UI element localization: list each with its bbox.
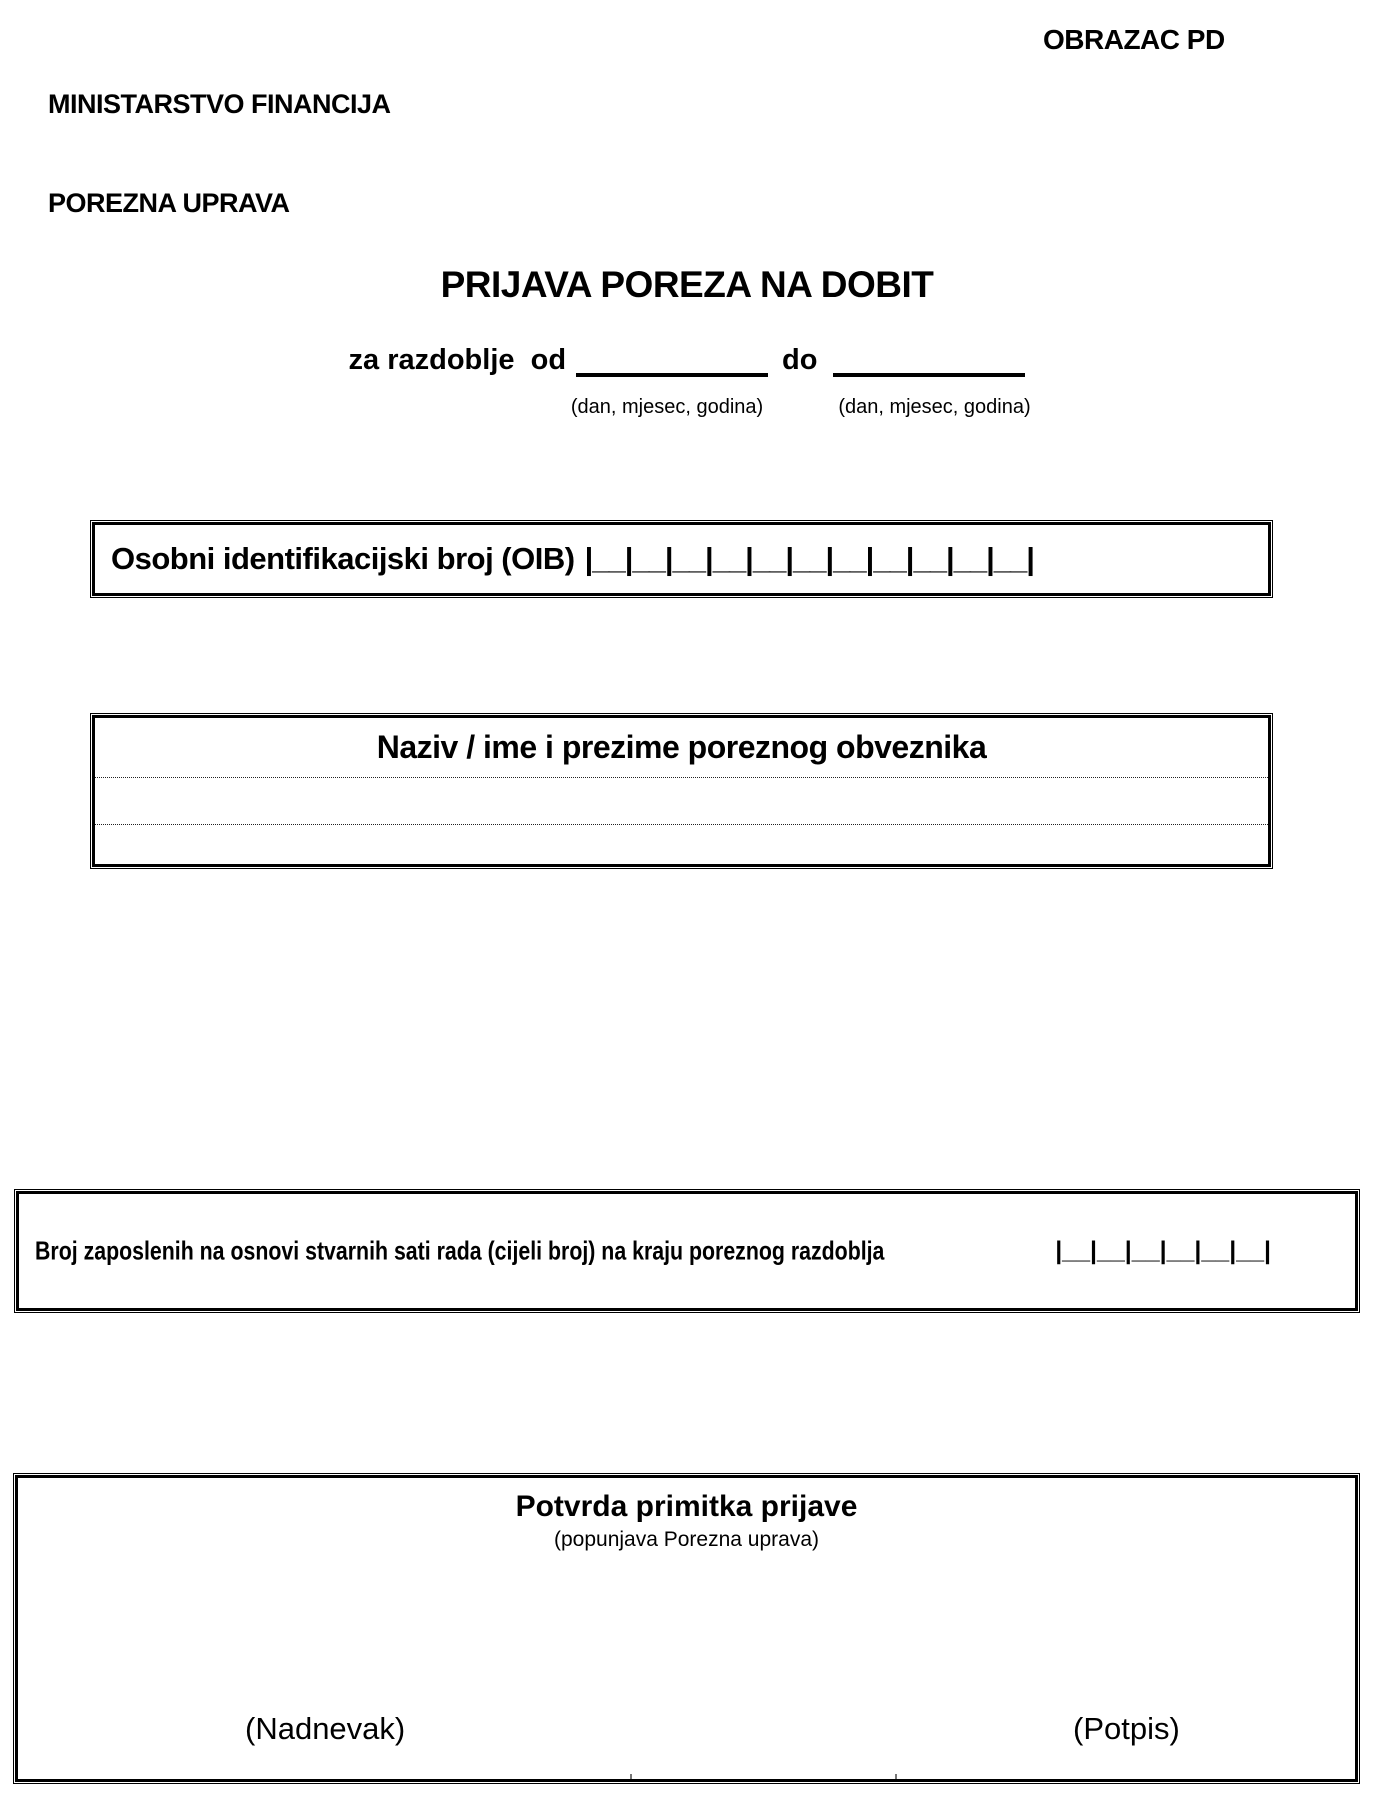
form-code: OBRAZAC PD xyxy=(1043,24,1225,55)
ministry-name: MINISTARSTVO FINANCIJA xyxy=(48,89,391,119)
receipt-title: Potvrda primitka prijave xyxy=(515,1490,858,1523)
tax-administration-name: POREZNA UPRAVA xyxy=(48,188,290,218)
period-from-blank[interactable] xyxy=(576,345,768,377)
period-to-blank[interactable] xyxy=(833,345,1025,377)
issuing-authority xyxy=(48,22,391,286)
oib-label: Osobni identifikacijski broj (OIB) xyxy=(111,541,575,576)
form-title: PRIJAVA POREZA NA DOBIT xyxy=(440,264,934,305)
oib-digit-cells[interactable]: |__|__|__|__|__|__|__|__|__|__|__| xyxy=(584,541,1034,576)
taxpayer-name-heading: Naziv / ime i prezime poreznog obveznika xyxy=(95,718,1268,778)
employees-box xyxy=(14,1189,1360,1313)
taxpayer-name-input-row-1[interactable] xyxy=(95,778,1268,825)
period-prefix: za razdoblje od xyxy=(348,344,567,376)
period-line xyxy=(0,344,1374,377)
receipt-subtitle: (popunjava Porezna uprava) xyxy=(553,1528,819,1551)
receipt-box xyxy=(13,1473,1360,1784)
taxpayer-name-box xyxy=(90,713,1273,869)
period-connector: do xyxy=(782,344,818,376)
receipt-signature-label: (Potpis) xyxy=(1073,1711,1180,1746)
period-hints xyxy=(0,396,1374,429)
oib-box xyxy=(90,520,1273,598)
date-format-hint-to: (dan, mjesec, godina) xyxy=(838,396,1031,418)
cell-divider-tick xyxy=(895,1774,897,1780)
employees-digit-cells[interactable]: |__|__|__|__|__|__| xyxy=(1055,1236,1271,1265)
date-format-hint-from: (dan, mjesec, godina) xyxy=(570,396,764,418)
receipt-date-label: (Nadnevak) xyxy=(245,1711,406,1746)
cell-divider-tick xyxy=(630,1774,632,1780)
employees-label: Broj zaposlenih na osnovi stvarnih sati rada (cijeli broj) na kraju poreznog razdoblja xyxy=(35,1235,885,1266)
taxpayer-name-input-row-2[interactable] xyxy=(95,825,1268,866)
